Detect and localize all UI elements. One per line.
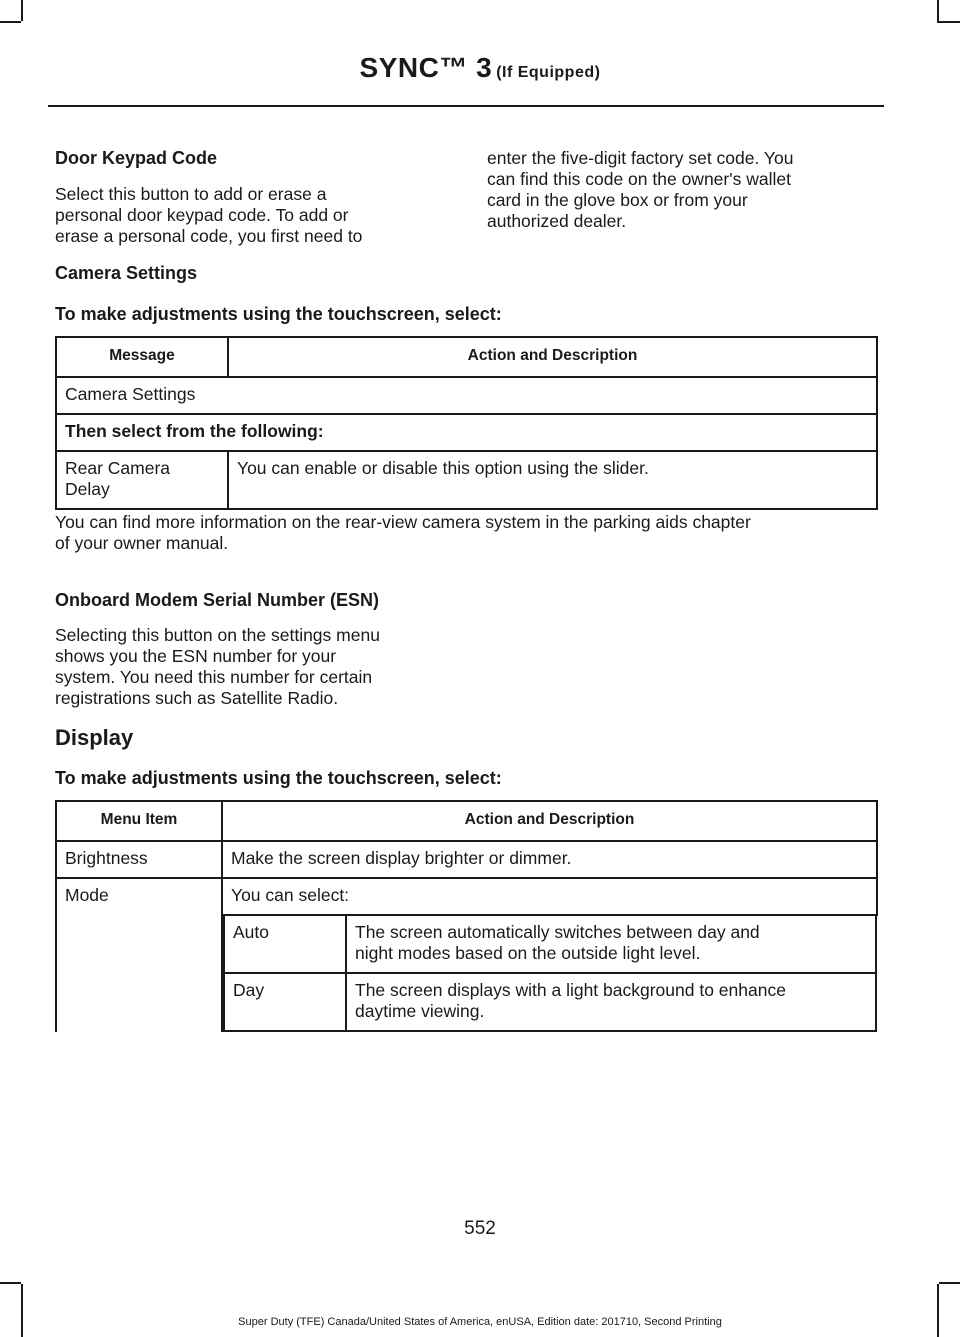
- rear-camera-delay-cell: [56, 451, 228, 509]
- table-row: [56, 377, 877, 414]
- page-header: [0, 52, 960, 84]
- table-row: [56, 451, 877, 509]
- header-divider: [48, 105, 884, 107]
- crop-mark-bottom-left-v: [21, 1284, 23, 1337]
- text-line: night modes based on the outside light level.: [355, 943, 701, 963]
- table-row: [56, 878, 877, 915]
- camera-settings-table: [55, 336, 878, 510]
- display-instruction: To make adjustments using the touchscreen, select:: [55, 768, 502, 788]
- mode-options-table: [223, 916, 877, 1032]
- text-line: erase a personal code, you first need to: [55, 226, 363, 246]
- column-header-action: Action and Description: [222, 801, 877, 841]
- day-label: Day: [224, 973, 346, 1031]
- auto-desc: [346, 916, 876, 973]
- camera-note: [55, 512, 885, 554]
- brightness-desc: Make the screen display brighter or dimmer.: [222, 841, 877, 878]
- column-header-menu-item: Menu Item: [56, 801, 222, 841]
- text-line: You can find more information on the rear-view camera system in the parking aids chapter: [55, 512, 751, 532]
- text-line: Delay: [65, 479, 110, 499]
- text-line: The screen automatically switches between day and: [355, 922, 760, 942]
- text-line: enter the five-digit factory set code. You: [487, 148, 794, 168]
- crop-mark-top-left-h: [0, 21, 21, 23]
- table-header-row: [56, 337, 877, 377]
- auto-label: Auto: [224, 916, 346, 973]
- crop-mark-top-left-v: [21, 0, 23, 21]
- crop-mark-bottom-left-h: [0, 1282, 21, 1284]
- column-header-message: Message: [56, 337, 228, 377]
- rear-camera-delay-desc: You can enable or disable this option using the slider.: [228, 451, 877, 509]
- text-line: Rear Camera: [65, 458, 171, 478]
- text-line: personal door keypad code. To add or: [55, 205, 349, 225]
- text-line: Select this button to add or erase a: [55, 184, 327, 204]
- day-desc: [346, 973, 876, 1031]
- then-select-cell: Then select from the following:: [56, 414, 877, 451]
- column-header-action: Action and Description: [228, 337, 877, 377]
- mode-label: Mode: [56, 878, 222, 1032]
- brightness-label: Brightness: [56, 841, 222, 878]
- camera-settings-cell: Camera Settings: [56, 377, 877, 414]
- header-title: SYNC™ 3: [359, 52, 493, 83]
- crop-mark-bottom-right-h: [939, 1282, 960, 1284]
- mode-options-cell: [222, 915, 877, 1032]
- text-line: registrations such as Satellite Radio.: [55, 688, 339, 708]
- camera-instruction: To make adjustments using the touchscreen, select:: [55, 304, 502, 324]
- text-line: system. You need this number for certain: [55, 667, 373, 687]
- footer-text: Super Duty (TFE) Canada/United States of America, enUSA, Edition date: 201710, Second Printing: [238, 1316, 722, 1328]
- text-line: The screen displays with a light background to enhance: [355, 980, 786, 1000]
- text-line: authorized dealer.: [487, 211, 627, 231]
- text-line: card in the glove box or from your: [487, 190, 748, 210]
- table-row: [224, 916, 876, 973]
- table-row: [224, 973, 876, 1031]
- page-number: 552: [464, 1218, 496, 1239]
- text-line: of your owner manual.: [55, 533, 229, 553]
- esn-heading: Onboard Modem Serial Number (ESN): [55, 590, 380, 610]
- door-keypad-heading: Door Keypad Code: [55, 148, 218, 168]
- table-row: [56, 841, 877, 878]
- camera-settings-heading: Camera Settings: [55, 263, 198, 283]
- door-keypad-col2: [487, 148, 887, 232]
- header-subtitle: (If Equipped): [496, 64, 601, 81]
- crop-mark-top-right-v: [937, 0, 939, 21]
- crop-mark-top-right-h: [937, 21, 960, 23]
- door-keypad-col1: [55, 184, 455, 247]
- text-line: Selecting this button on the settings menu: [55, 625, 380, 645]
- table-header-row: [56, 801, 877, 841]
- display-heading: Display: [55, 725, 134, 750]
- text-line: shows you the ESN number for your: [55, 646, 337, 666]
- esn-text: [55, 625, 475, 709]
- crop-mark-bottom-right-v: [937, 1284, 939, 1337]
- display-table: [55, 800, 878, 1032]
- text-line: can find this code on the owner's wallet: [487, 169, 791, 189]
- table-row: [56, 414, 877, 451]
- mode-desc: You can select:: [222, 878, 877, 915]
- text-line: daytime viewing.: [355, 1001, 485, 1021]
